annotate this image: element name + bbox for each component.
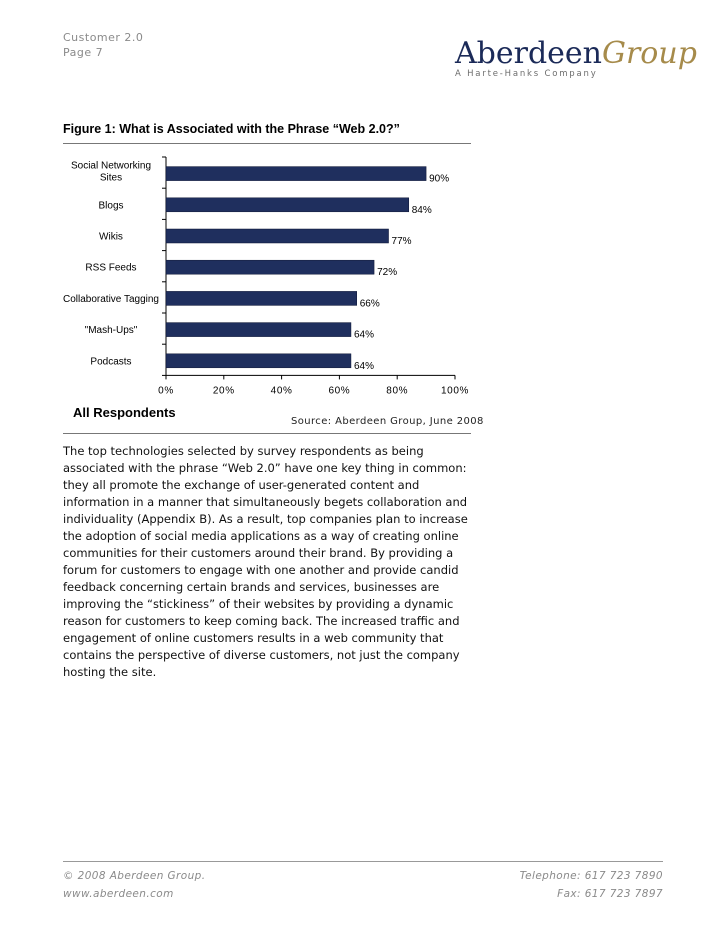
value-label: 84% — [411, 204, 432, 216]
logo-tagline: A Harte-Hanks Company — [455, 69, 598, 79]
bar — [166, 260, 374, 274]
aberdeen-logo — [455, 36, 697, 79]
bar — [166, 198, 409, 212]
copyright-text: © 2008 Aberdeen Group. — [63, 870, 206, 882]
value-label: 64% — [353, 360, 374, 372]
bar — [166, 354, 351, 368]
logo-main-text: Aberdeen — [455, 36, 602, 71]
body-paragraph: The top technologies selected by survey respondents as being associated with the phrase “Web 2.0” have one key thing in common: they all promote the exchange of user-generated content and information in a manner that simultaneously begets collaboration and individuality (Appendix B). As a result, top companies plan to increase the adoption of social media applications as a way of creating online communities for their customers around their brand. By providing a forum for customers to engage with one another and provide candid feedback concerning certain brands and services, businesses are improving the “stickiness” of their websites by providing a dynamic reason for customers to keep coming back. The increased traffic and engagement of online customers results in a web community that contains the perspective of diverse customers, not just the company hosting the site. — [63, 444, 468, 679]
respondents-label: All Respondents — [73, 405, 176, 420]
website-link[interactable]: www.aberdeen.com — [63, 888, 174, 900]
category-label-line: Podcasts — [90, 356, 132, 368]
category-label-line: Blogs — [98, 200, 124, 212]
bar — [166, 167, 426, 181]
footer-rule — [63, 861, 663, 862]
value-label: 64% — [353, 329, 374, 341]
value-label: 72% — [377, 267, 398, 279]
category-label — [90, 356, 131, 367]
page-number: Page 7 — [63, 46, 104, 59]
running-header — [63, 30, 143, 60]
category-label-line: RSS Feeds — [85, 262, 137, 274]
value-label: 77% — [391, 236, 412, 247]
x-tick-label: 100% — [441, 385, 469, 397]
bar — [166, 291, 357, 305]
x-tick-label: 60% — [328, 385, 351, 397]
x-tick-label: 0% — [158, 385, 174, 397]
x-tick-label: 80% — [386, 385, 409, 397]
x-tick-label: 40% — [270, 385, 293, 397]
figure-title-rule — [63, 143, 471, 144]
footer-right — [520, 867, 663, 903]
source-rule — [63, 433, 471, 434]
category-label — [63, 294, 159, 305]
logo-wordmark — [455, 36, 697, 71]
category-label — [99, 232, 123, 243]
category-label — [98, 200, 123, 211]
category-label-line: Social Networking — [70, 160, 152, 172]
footer-left — [63, 867, 205, 903]
category-label — [71, 161, 151, 184]
document-title: Customer 2.0 — [63, 31, 144, 44]
category-label-line: Sites — [99, 172, 123, 184]
category-label-line: Collaborative Tagging — [63, 293, 159, 305]
x-tick-label: 20% — [212, 385, 235, 397]
bar — [166, 323, 351, 337]
value-label: 66% — [359, 298, 380, 310]
category-label — [85, 325, 138, 336]
category-label — [85, 263, 136, 274]
logo-accent-text: Group — [602, 36, 697, 71]
source-note: Source: Aberdeen Group, June 2008 — [291, 416, 484, 427]
category-label-line: Wikis — [99, 231, 123, 243]
telephone-text: Telephone: 617 723 7890 — [519, 870, 663, 882]
bar — [166, 229, 389, 243]
bar-chart — [0, 150, 728, 402]
fax-text: Fax: 617 723 7897 — [557, 888, 663, 900]
figure-title: Figure 1: What is Associated with the Phrase “Web 2.0?” — [63, 122, 400, 136]
value-label: 90% — [429, 173, 450, 185]
category-label-line: "Mash-Ups" — [84, 325, 138, 337]
